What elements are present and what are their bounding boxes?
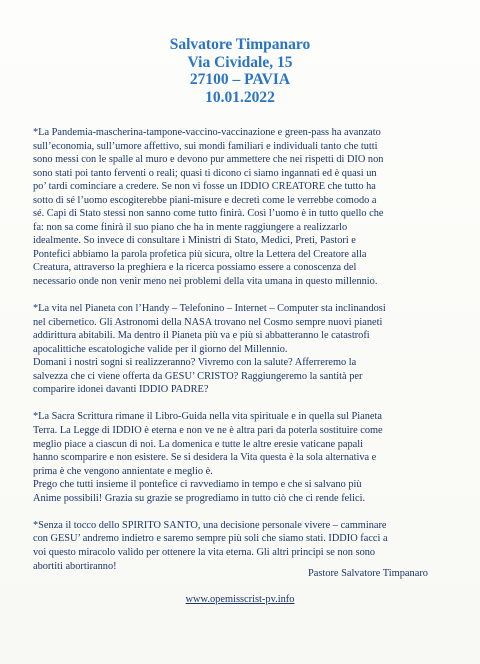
text-line: prima è che vengono annientate e meglio è.	[33, 465, 213, 477]
sender-city: 27100 – PAVIA	[189, 71, 291, 88]
text-line: apocalittiche escatologiche valide per il giorno del Millennio.	[33, 343, 288, 355]
paragraph-2	[33, 302, 449, 397]
sender-name: Salvatore Timpanaro	[169, 36, 311, 53]
text-line: *La Pandemia-mascherina-tampone-vaccino-vaccinazione e green-pass ha avanzato	[33, 127, 381, 138]
text-line: *Senza il tocco dello SPIRITO SANTO, una decisione personale vivere – camminare	[33, 519, 387, 531]
letter-body	[33, 126, 449, 573]
text-line: idealmente. So invece di consultare i Ministri di Stato, Medici, Preti, Pastori e	[33, 235, 356, 247]
text-line: con GESU’ andremo indietro e saremo sempre più soli che siamo stati. IDDIO facci a	[33, 533, 388, 545]
text-line: Creatura, attraverso la preghiera e la ricerca possiamo essere a conoscenza del	[33, 262, 357, 274]
letter-date: 10.01.2022	[205, 88, 275, 106]
text-line: sé. Capi di Stato stessi non sanno come tutto finirà. Così l’uomo è in tutto quello che	[33, 208, 384, 220]
paragraph-3	[33, 410, 449, 505]
text-line: comparire idonei davanti IDDIO PADRE?	[33, 384, 209, 396]
signature: Pastore Salvatore Timpanaro	[307, 568, 428, 579]
text-line: *La vita nel Pianeta con l’Handy – Telefonino – Internet – Computer sta inclinandosi	[33, 303, 386, 315]
text-line: nel cibernetico. Gli Astronomi della NASA trovano nel Cosmo sempre nuovi pianeti	[33, 316, 383, 328]
letter-header	[0, 36, 480, 106]
sender-street: Via Cividale, 15	[187, 53, 293, 71]
text-line: abortiti abortiranno!	[33, 560, 117, 572]
text-line: sono stati poi tanto ferventi o reali; quasi ti dicono ci siamo ingannati ed è quasi un	[33, 167, 377, 179]
text-line: Pontefici abbiamo la parola profetica più sicura, oltre la Lettera del Creatore alla	[33, 248, 367, 260]
text-line: addirittura abitabili. Ma dentro il Pianeta più va e più si abbatteranno le catastrofi	[33, 330, 370, 342]
paragraph-1	[33, 126, 449, 289]
text-line: sull’economia, sull’umore affettivo, sui mondi familiari e individuali tanto che tutti	[33, 140, 378, 152]
text-line: necessario onde non venir meno nei problemi della vita umana in questo millennio.	[33, 276, 378, 288]
text-line: meglio piace a ciascun di noi. La domenica e tutte le altre eresie vaticane papali	[33, 438, 363, 450]
text-line: Terra. La Legge di IDDIO è eterna e non ve ne è altra pari da poterla sostituire come	[33, 425, 383, 437]
text-line: Domani i nostri sogni si realizzeranno? Vivremo con la salute? Afferreremo la	[33, 357, 357, 369]
website-link[interactable]: www.opemisscrist-pv.info	[185, 594, 295, 605]
text-line: *La Sacra Scrittura rimane il Libro-Guida nella vita spirituale e in quella sul Pianeta	[33, 411, 382, 423]
text-line: Prego che tutti insieme il pontefice ci ravvediamo in tempo e che si salvano più	[33, 479, 362, 491]
paragraph-4	[33, 519, 449, 573]
text-line: po’ tardi cominciare a credere. Se non vi fosse un IDDIO CREATORE che tutto ha	[33, 181, 376, 193]
text-line: salvezza che ci viene offerta da GESU’ CRISTO? Raggiungeremo la santità per	[33, 370, 363, 382]
text-line: sotto di sé l’uomo escogiterebbe piani-misure e decreti come le verrebbe comodo a	[33, 194, 377, 206]
text-line: Anime possibili! Grazia su grazie se progrediamo in tutto ciò che ci rende felici.	[33, 492, 366, 504]
text-line: sono messi con le spalle al muro e devono pur ammettere che nei rispetti di DIO non	[33, 154, 384, 166]
text-line: voi questo miracolo valido per ottenere la vita eterna. Gli altri principi se non sono	[33, 546, 376, 558]
text-line: fa: non sa come finirà il suo piano che ha in mente raggiungere a realizzarlo	[33, 221, 348, 233]
text-line: hanno scomparire e non esistere. Se si desidera la Vita questa è la sola alternativa e	[33, 452, 377, 464]
